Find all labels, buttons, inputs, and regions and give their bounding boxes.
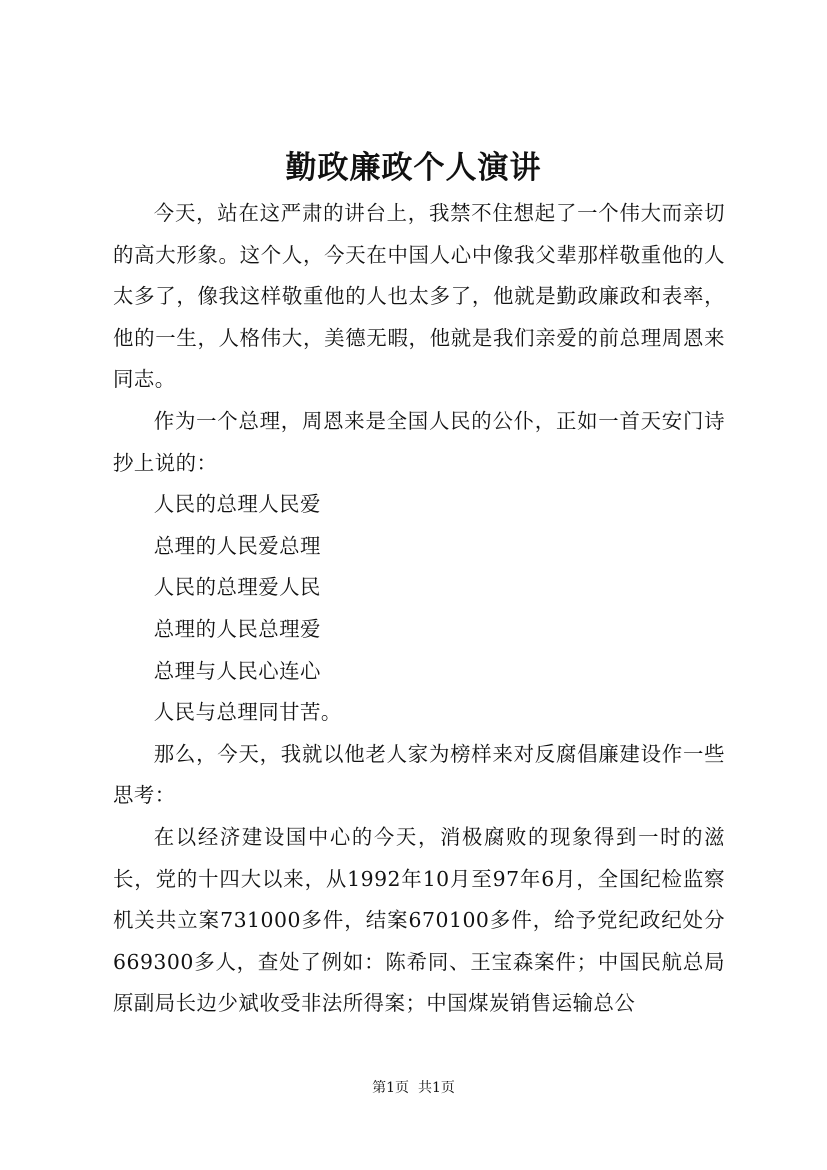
paragraph: 那么，今天，我就以他老人家为榜样来对反腐倡廉建设作一些思考： — [113, 741, 725, 808]
poem-line: 人民的总理人民爱 — [153, 492, 321, 517]
page-number-footer: 第1页 共1页 — [372, 1080, 455, 1096]
poem-line: 总理的人民爱总理 — [153, 533, 321, 558]
poem-line: 人民的总理爱人民 — [153, 575, 321, 600]
poem-line: 人民与总理同甘苦。 — [153, 700, 342, 725]
paragraph: 今天，站在这严肃的讲台上，我禁不住想起了一个伟大而亲切的高大形象。这个人，今天在中国人心中像我父辈那样敬重他的人太多了，像我这样敬重他的人也太多了，他就是勤政廉政和表率，他的一生，人格伟大，美德无暇，他就是我们亲爱的前总理周恩来同志。 — [113, 201, 725, 392]
poem-line: 总理与人民心连心 — [153, 658, 321, 683]
document-body — [113, 193, 725, 1025]
poem-line: 总理的人民总理爱 — [153, 616, 321, 641]
document-title: 勤政廉政个人演讲 — [285, 150, 542, 186]
paragraph: 作为一个总理，周恩来是全国人民的公仆，正如一首天安门诗抄上说的： — [113, 408, 725, 475]
paragraph: 在以经济建设国中心的今天，消极腐败的现象得到一时的滋长，党的十四大以来，从1992年10月至97年6月，全国纪检监察机关共立案731000多件，结案670100多件，给予党纪政纪处分669300多人，查处了例如：陈希同、王宝森案件；中国民航总局原副局长边少斌收受非法所得案；中国煤炭销售运输总公 — [113, 824, 725, 1016]
